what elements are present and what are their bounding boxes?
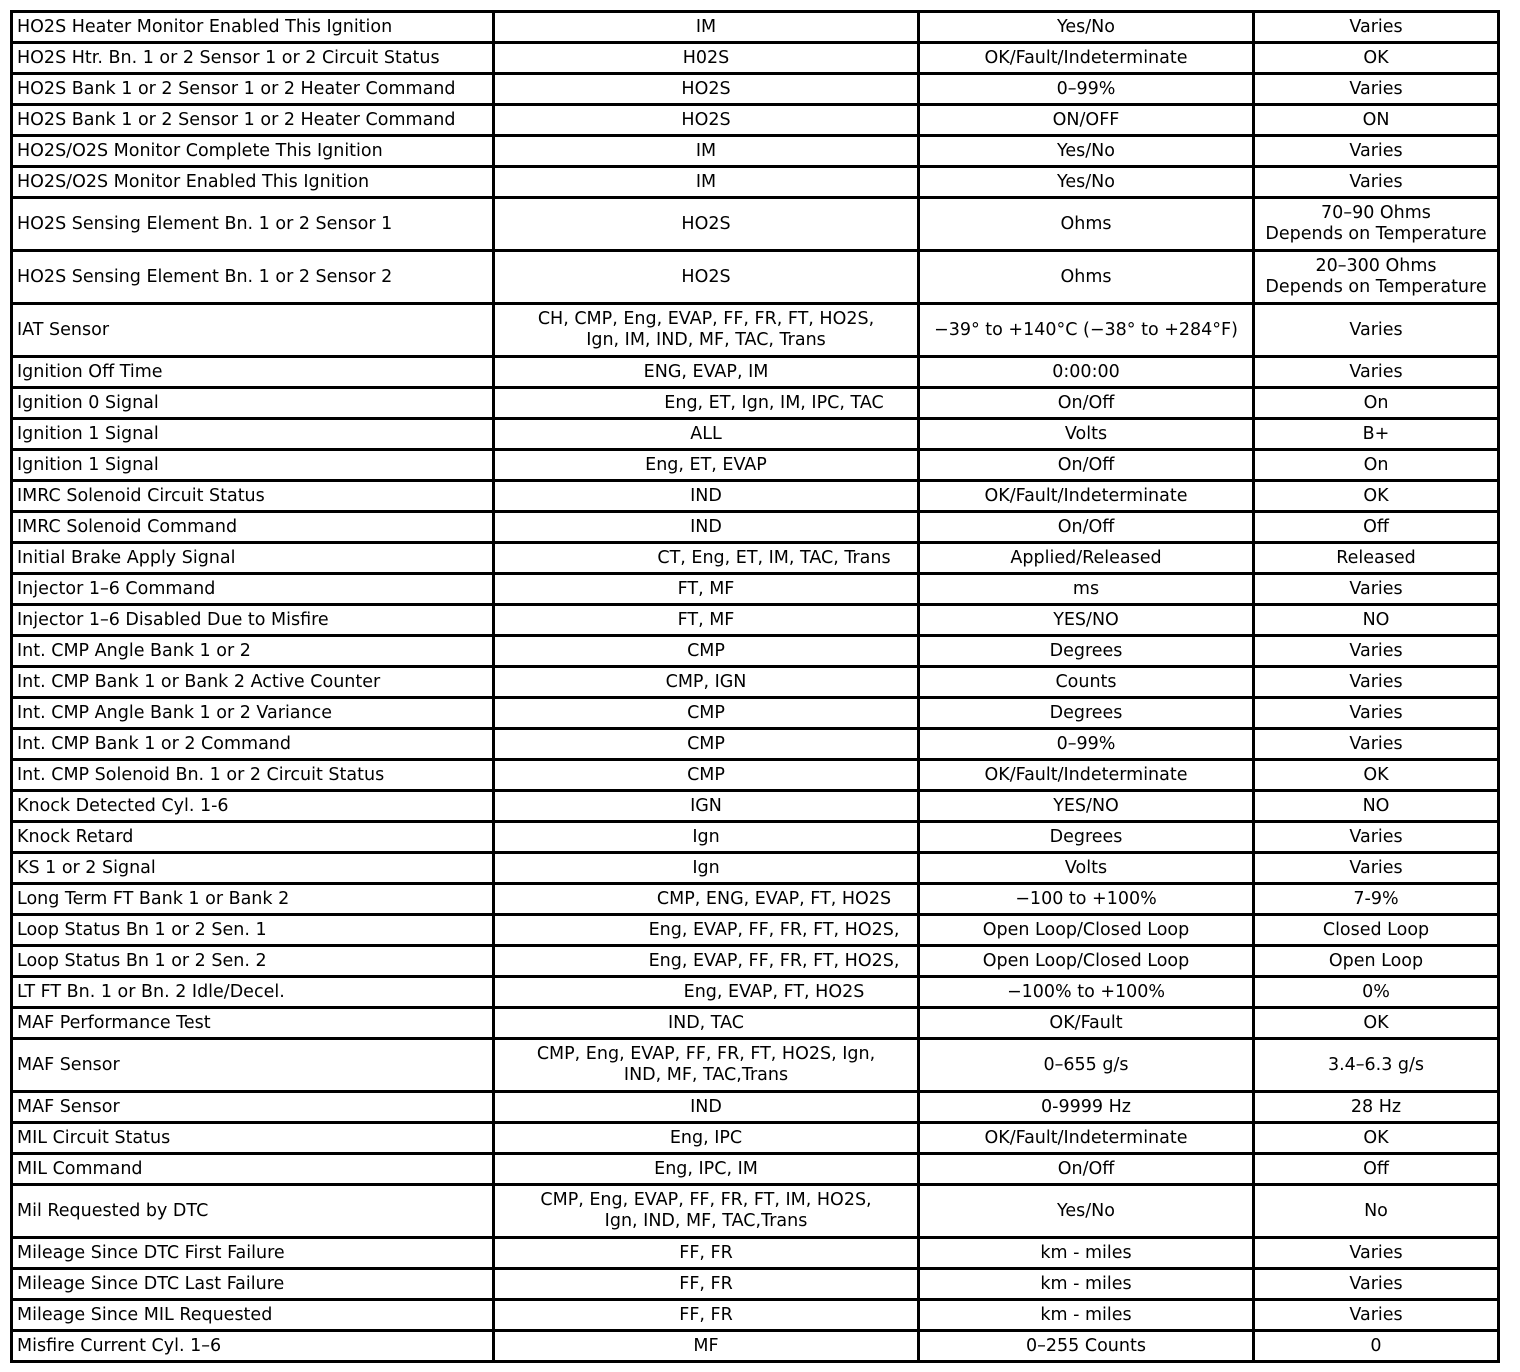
parameter-name-cell: Loop Status Bn 1 or 2 Sen. 2 (12, 946, 494, 977)
typical-value-cell: Varies (1254, 667, 1499, 698)
parameter-name-cell: HO2S Bank 1 or 2 Sensor 1 or 2 Heater Command (12, 74, 494, 105)
units-displayed-cell: 0–99% (919, 729, 1254, 760)
typical-value-cell: Varies (1254, 636, 1499, 667)
units-displayed-cell: Open Loop/Closed Loop (919, 946, 1254, 977)
typical-value-cell: OK (1254, 43, 1499, 74)
parameter-name-cell: IMRC Solenoid Circuit Status (12, 481, 494, 512)
units-displayed-cell: Degrees (919, 636, 1254, 667)
parameter-name-cell: KS 1 or 2 Signal (12, 853, 494, 884)
table-row (12, 251, 1499, 304)
table-body (12, 12, 1499, 1362)
scan-systems-cell: Eng, IPC (494, 1123, 919, 1154)
typical-value-cell: Varies (1254, 729, 1499, 760)
units-displayed-cell: 0:00:00 (919, 357, 1254, 388)
parameter-name-cell: Ignition 0 Signal (12, 388, 494, 419)
parameter-name-cell: Ignition 1 Signal (12, 450, 494, 481)
table-row (12, 667, 1499, 698)
units-displayed-cell: Degrees (919, 698, 1254, 729)
table-row (12, 729, 1499, 760)
units-displayed-cell: 0–99% (919, 74, 1254, 105)
units-displayed-cell: ON/OFF (919, 105, 1254, 136)
parameter-name-cell: Long Term FT Bank 1 or Bank 2 (12, 884, 494, 915)
scan-systems-cell: CMP, ENG, EVAP, FT, HO2S (494, 884, 919, 915)
table-row (12, 1092, 1499, 1123)
units-displayed-cell: Open Loop/Closed Loop (919, 915, 1254, 946)
units-displayed-cell: Yes/No (919, 12, 1254, 43)
typical-value-cell: Varies (1254, 167, 1499, 198)
units-displayed-cell: Ohms (919, 251, 1254, 304)
typical-value-cell: Varies (1254, 574, 1499, 605)
units-displayed-cell: OK/Fault/Indeterminate (919, 43, 1254, 74)
parameter-name-cell: HO2S Sensing Element Bn. 1 or 2 Sensor 1 (12, 198, 494, 251)
scan-systems-cell: IGN (494, 791, 919, 822)
parameter-name-cell: Mileage Since DTC Last Failure (12, 1269, 494, 1300)
units-displayed-cell: Yes/No (919, 1185, 1254, 1238)
parameter-name-cell: Injector 1–6 Command (12, 574, 494, 605)
scan-tool-data-table (10, 10, 1500, 1363)
parameter-name-cell: Mil Requested by DTC (12, 1185, 494, 1238)
table-row (12, 1300, 1499, 1331)
parameter-name-cell: Int. CMP Bank 1 or 2 Command (12, 729, 494, 760)
scan-systems-cell: FT, MF (494, 605, 919, 636)
table-row (12, 822, 1499, 853)
parameter-name-cell: HO2S/O2S Monitor Complete This Ignition (12, 136, 494, 167)
units-displayed-cell: 0-9999 Hz (919, 1092, 1254, 1123)
parameter-name-cell: Mileage Since MIL Requested (12, 1300, 494, 1331)
scan-systems-cell: HO2S (494, 251, 919, 304)
table-row (12, 946, 1499, 977)
units-displayed-cell: OK/Fault/Indeterminate (919, 760, 1254, 791)
parameter-name-cell: HO2S Htr. Bn. 1 or 2 Sensor 1 or 2 Circuit Status (12, 43, 494, 74)
table-row (12, 1331, 1499, 1362)
typical-value-cell: OK (1254, 481, 1499, 512)
table-row (12, 12, 1499, 43)
units-displayed-cell: YES/NO (919, 605, 1254, 636)
typical-value-cell-line-2: Depends on Temperature (1265, 277, 1487, 297)
typical-value-cell: Varies (1254, 74, 1499, 105)
typical-value-cell: Released (1254, 543, 1499, 574)
parameter-name-cell: MAF Performance Test (12, 1008, 494, 1039)
scan-systems-cell: HO2S (494, 74, 919, 105)
parameter-name-cell: LT FT Bn. 1 or Bn. 2 Idle/Decel. (12, 977, 494, 1008)
units-displayed-cell: −39° to +140°C (−38° to +284°F) (919, 304, 1254, 357)
units-displayed-cell: Counts (919, 667, 1254, 698)
units-displayed-cell: ms (919, 574, 1254, 605)
scan-systems-cell (494, 1039, 919, 1092)
units-displayed-cell: Ohms (919, 198, 1254, 251)
typical-value-cell: Open Loop (1254, 946, 1499, 977)
table-row (12, 1039, 1499, 1092)
table-row (12, 388, 1499, 419)
table-row (12, 304, 1499, 357)
units-displayed-cell: km - miles (919, 1269, 1254, 1300)
parameter-name-cell: HO2S Bank 1 or 2 Sensor 1 or 2 Heater Command (12, 105, 494, 136)
scan-systems-cell: ENG, EVAP, IM (494, 357, 919, 388)
scan-systems-cell (494, 1185, 919, 1238)
units-displayed-cell: OK/Fault (919, 1008, 1254, 1039)
scan-systems-cell: IM (494, 12, 919, 43)
typical-value-cell: On (1254, 450, 1499, 481)
scan-systems-cell: CMP, IGN (494, 667, 919, 698)
table-row (12, 512, 1499, 543)
parameter-name-cell: Loop Status Bn 1 or 2 Sen. 1 (12, 915, 494, 946)
units-displayed-cell: Applied/Released (919, 543, 1254, 574)
typical-value-cell: B+ (1254, 419, 1499, 450)
table-row (12, 419, 1499, 450)
table-row (12, 198, 1499, 251)
typical-value-cell: Varies (1254, 1238, 1499, 1269)
typical-value-cell: Varies (1254, 357, 1499, 388)
table-row (12, 1269, 1499, 1300)
scan-systems-cell: IND (494, 1092, 919, 1123)
parameter-name-cell: Int. CMP Solenoid Bn. 1 or 2 Circuit Status (12, 760, 494, 791)
scan-systems-cell: CMP (494, 729, 919, 760)
units-displayed-cell: On/Off (919, 512, 1254, 543)
typical-value-cell: Off (1254, 512, 1499, 543)
units-displayed-cell: Yes/No (919, 136, 1254, 167)
typical-value-cell: No (1254, 1185, 1499, 1238)
parameter-name-cell: MAF Sensor (12, 1092, 494, 1123)
table-row (12, 915, 1499, 946)
scan-systems-cell: MF (494, 1331, 919, 1362)
parameter-name-cell: Int. CMP Angle Bank 1 or 2 (12, 636, 494, 667)
scan-systems-cell (494, 304, 919, 357)
typical-value-cell: 7-9% (1254, 884, 1499, 915)
typical-value-cell: Varies (1254, 136, 1499, 167)
scan-systems-cell: CMP (494, 698, 919, 729)
typical-value-cell: ON (1254, 105, 1499, 136)
scan-systems-cell: Eng, IPC, IM (494, 1154, 919, 1185)
scan-systems-cell: H02S (494, 43, 919, 74)
table-row (12, 1238, 1499, 1269)
typical-value-cell: Varies (1254, 853, 1499, 884)
scan-systems-cell: ALL (494, 419, 919, 450)
parameter-name-cell: MIL Circuit Status (12, 1123, 494, 1154)
units-displayed-cell: OK/Fault/Indeterminate (919, 1123, 1254, 1154)
table-row (12, 605, 1499, 636)
parameter-name-cell: Initial Brake Apply Signal (12, 543, 494, 574)
parameter-name-cell: MAF Sensor (12, 1039, 494, 1092)
parameter-name-cell: IMRC Solenoid Command (12, 512, 494, 543)
units-displayed-cell: 0–255 Counts (919, 1331, 1254, 1362)
scan-systems-cell-line-2: Ign, IND, MF, TAC,Trans (604, 1211, 808, 1231)
parameter-name-cell: HO2S/O2S Monitor Enabled This Ignition (12, 167, 494, 198)
scan-systems-cell: Eng, ET, Ign, IM, IPC, TAC (494, 388, 919, 419)
typical-value-cell: NO (1254, 605, 1499, 636)
scan-systems-cell: Eng, EVAP, FF, FR, FT, HO2S, (494, 915, 919, 946)
parameter-name-cell: Int. CMP Angle Bank 1 or 2 Variance (12, 698, 494, 729)
scan-systems-cell-line-1: CH, CMP, Eng, EVAP, FF, FR, FT, HO2S, (537, 309, 875, 329)
units-displayed-cell: km - miles (919, 1238, 1254, 1269)
typical-value-cell (1254, 251, 1499, 304)
parameter-name-cell: Misfire Current Cyl. 1–6 (12, 1331, 494, 1362)
units-displayed-cell: YES/NO (919, 791, 1254, 822)
parameter-name-cell: IAT Sensor (12, 304, 494, 357)
typical-value-cell (1254, 198, 1499, 251)
table-row (12, 977, 1499, 1008)
scan-systems-cell: IM (494, 136, 919, 167)
table-row (12, 43, 1499, 74)
typical-value-cell: NO (1254, 791, 1499, 822)
table-row (12, 543, 1499, 574)
scan-systems-cell: IND (494, 512, 919, 543)
typical-value-cell: Closed Loop (1254, 915, 1499, 946)
scan-systems-cell: Eng, ET, EVAP (494, 450, 919, 481)
table-row (12, 167, 1499, 198)
scan-systems-cell: IM (494, 167, 919, 198)
typical-value-cell: OK (1254, 1008, 1499, 1039)
typical-value-cell: 0% (1254, 977, 1499, 1008)
parameter-name-cell: Ignition Off Time (12, 357, 494, 388)
typical-value-cell: Varies (1254, 1269, 1499, 1300)
typical-value-cell: Varies (1254, 698, 1499, 729)
table-row (12, 698, 1499, 729)
scan-systems-cell: FT, MF (494, 574, 919, 605)
typical-value-cell: Varies (1254, 304, 1499, 357)
table-row (12, 481, 1499, 512)
parameter-name-cell: Knock Detected Cyl. 1-6 (12, 791, 494, 822)
units-displayed-cell: −100 to +100% (919, 884, 1254, 915)
units-displayed-cell: On/Off (919, 388, 1254, 419)
scan-systems-cell-line-2: Ign, IM, IND, MF, TAC, Trans (586, 330, 826, 350)
table-row (12, 760, 1499, 791)
typical-value-cell: Varies (1254, 1300, 1499, 1331)
scan-systems-cell: CT, Eng, ET, IM, TAC, Trans (494, 543, 919, 574)
scan-systems-cell-line-2: IND, MF, TAC,Trans (623, 1065, 789, 1085)
units-displayed-cell: On/Off (919, 450, 1254, 481)
parameter-name-cell: Knock Retard (12, 822, 494, 853)
table-row (12, 1123, 1499, 1154)
scan-systems-cell: Eng, EVAP, FF, FR, FT, HO2S, (494, 946, 919, 977)
typical-value-cell: On (1254, 388, 1499, 419)
typical-value-cell: OK (1254, 1123, 1499, 1154)
scan-systems-cell: HO2S (494, 105, 919, 136)
typical-value-cell: 3.4–6.3 g/s (1254, 1039, 1499, 1092)
scan-systems-cell: Eng, EVAP, FT, HO2S (494, 977, 919, 1008)
units-displayed-cell: OK/Fault/Indeterminate (919, 481, 1254, 512)
scan-systems-cell: FF, FR (494, 1269, 919, 1300)
table-row (12, 450, 1499, 481)
table-row (12, 1154, 1499, 1185)
parameter-name-cell: Ignition 1 Signal (12, 419, 494, 450)
scan-systems-cell: IND, TAC (494, 1008, 919, 1039)
units-displayed-cell: −100% to +100% (919, 977, 1254, 1008)
parameter-name-cell: Injector 1–6 Disabled Due to Misfire (12, 605, 494, 636)
table-row (12, 574, 1499, 605)
typical-value-cell: Off (1254, 1154, 1499, 1185)
typical-value-cell-line-1: 70–90 Ohms (1321, 203, 1431, 223)
typical-value-cell-line-1: 20–300 Ohms (1315, 256, 1437, 276)
scan-systems-cell: FF, FR (494, 1300, 919, 1331)
parameter-name-cell: HO2S Sensing Element Bn. 1 or 2 Sensor 2 (12, 251, 494, 304)
scan-systems-cell-line-1: CMP, Eng, EVAP, FF, FR, FT, IM, HO2S, (540, 1190, 872, 1210)
units-displayed-cell: Volts (919, 419, 1254, 450)
scan-systems-cell: HO2S (494, 198, 919, 251)
table-row (12, 884, 1499, 915)
table-row (12, 791, 1499, 822)
scan-systems-cell: Ign (494, 853, 919, 884)
units-displayed-cell: km - miles (919, 1300, 1254, 1331)
typical-value-cell: 28 Hz (1254, 1092, 1499, 1123)
typical-value-cell: OK (1254, 760, 1499, 791)
units-displayed-cell: Volts (919, 853, 1254, 884)
scan-systems-cell: CMP (494, 636, 919, 667)
table-row (12, 105, 1499, 136)
table-row (12, 1185, 1499, 1238)
typical-value-cell: Varies (1254, 822, 1499, 853)
parameter-name-cell: Mileage Since DTC First Failure (12, 1238, 494, 1269)
table-row (12, 136, 1499, 167)
scan-systems-cell: FF, FR (494, 1238, 919, 1269)
units-displayed-cell: Yes/No (919, 167, 1254, 198)
parameter-name-cell: HO2S Heater Monitor Enabled This Ignition (12, 12, 494, 43)
scan-systems-cell: Ign (494, 822, 919, 853)
scan-systems-cell: CMP (494, 760, 919, 791)
table-row (12, 74, 1499, 105)
table-row (12, 636, 1499, 667)
units-displayed-cell: Degrees (919, 822, 1254, 853)
units-displayed-cell: On/Off (919, 1154, 1254, 1185)
parameter-name-cell: Int. CMP Bank 1 or Bank 2 Active Counter (12, 667, 494, 698)
parameter-name-cell: MIL Command (12, 1154, 494, 1185)
scan-systems-cell-line-1: CMP, Eng, EVAP, FF, FR, FT, HO2S, Ign, (536, 1044, 876, 1064)
table-row (12, 357, 1499, 388)
typical-value-cell-line-2: Depends on Temperature (1265, 224, 1487, 244)
typical-value-cell: 0 (1254, 1331, 1499, 1362)
units-displayed-cell: 0–655 g/s (919, 1039, 1254, 1092)
table-row (12, 1008, 1499, 1039)
scan-systems-cell: IND (494, 481, 919, 512)
table-row (12, 853, 1499, 884)
typical-value-cell: Varies (1254, 12, 1499, 43)
